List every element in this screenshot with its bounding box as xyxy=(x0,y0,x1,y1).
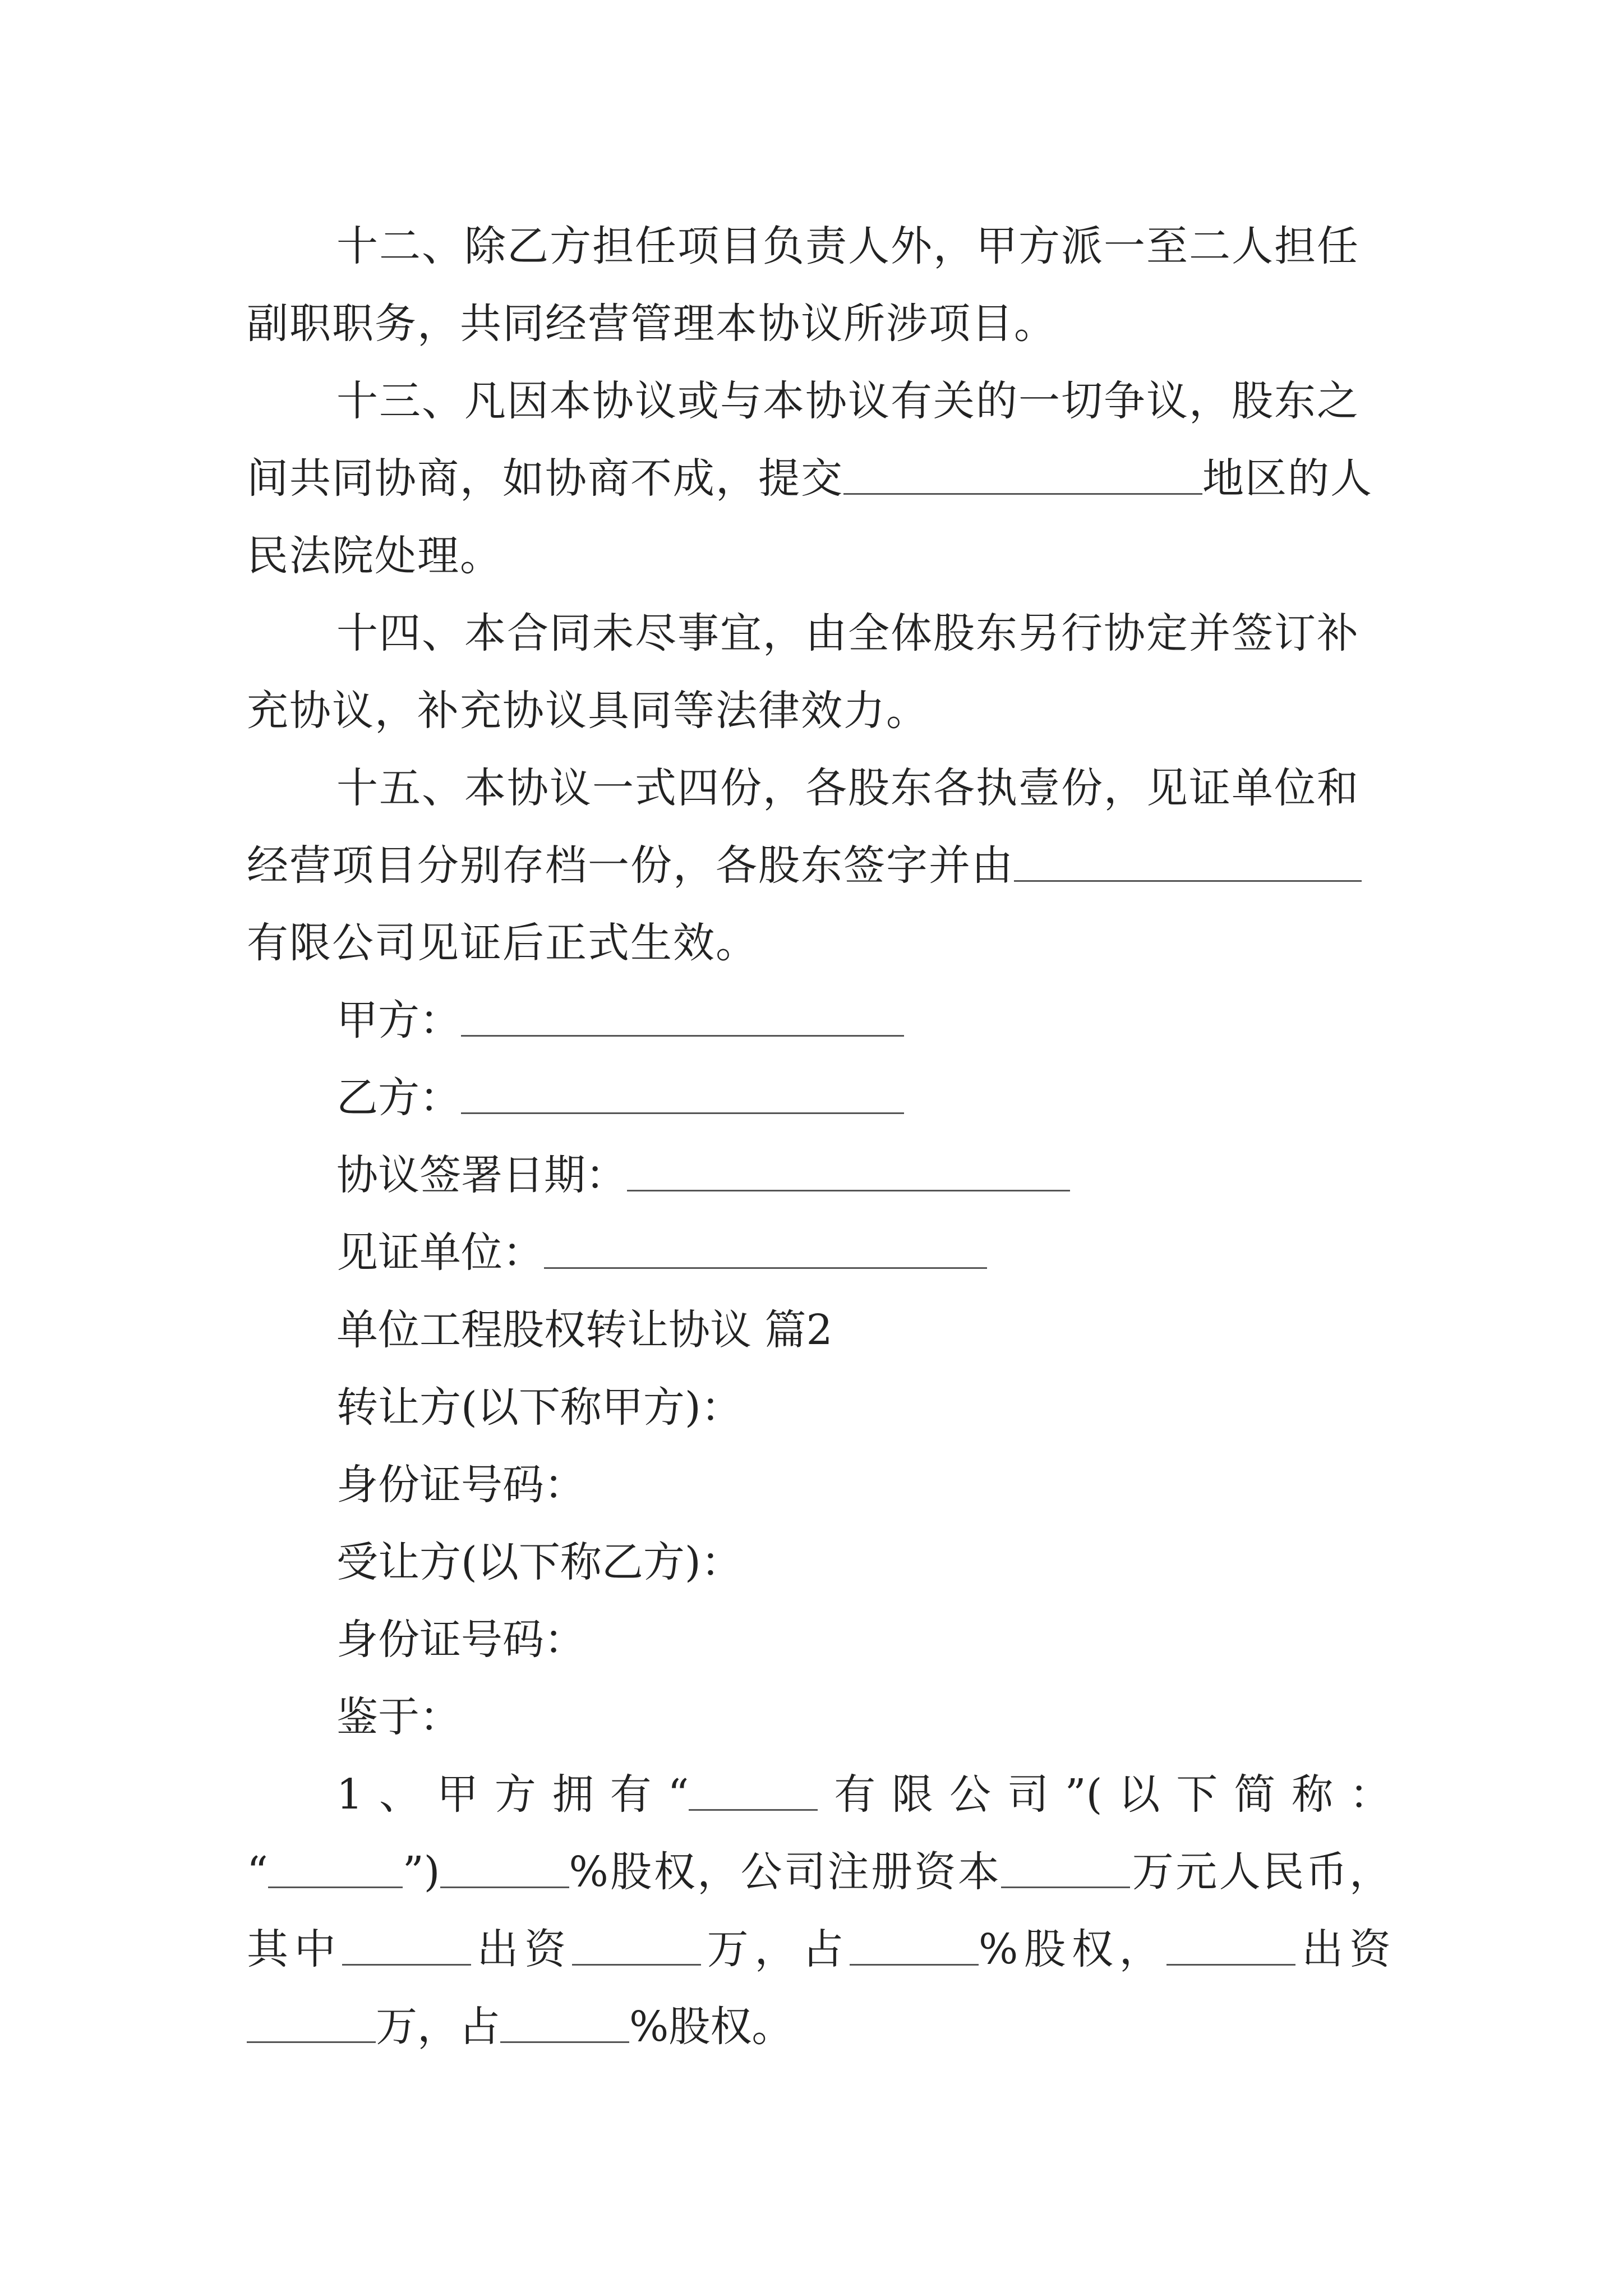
party-b-blank[interactable] xyxy=(461,1075,904,1114)
transferor-id-line: 身份证号码： xyxy=(336,1461,585,1509)
witness-blank[interactable] xyxy=(544,1230,987,1269)
transferee-line: 受让方(以下称乙方)： xyxy=(336,1538,743,1586)
clause-13-text-end: 地区的人民法院处理。 xyxy=(247,454,1373,580)
shareholder-1-blank[interactable] xyxy=(342,1926,471,1966)
short-name-blank[interactable] xyxy=(268,1849,403,1888)
item-1-line-3 xyxy=(247,1911,1391,1988)
clause-13-text: 十三、凡因本协议或与本协议有关的一切争议，股东之间共同协商，如协商不成，提交 xyxy=(247,377,1359,503)
court-region-blank[interactable] xyxy=(843,455,1202,495)
section-title: 单位工程股权转让协议 篇2 xyxy=(336,1306,833,1354)
party-a-label: 甲方： xyxy=(336,996,461,1045)
item-1-text: 万，占 xyxy=(376,2003,500,2051)
contribution-1-blank[interactable] xyxy=(572,1926,701,1966)
transferee-id-line: 身份证号码： xyxy=(336,1616,585,1664)
whereas-item-1 xyxy=(247,1756,1391,2065)
witness-label: 见证单位： xyxy=(336,1228,544,1277)
item-1-text: “ xyxy=(247,1848,268,1896)
sign-date-label: 协议签署日期： xyxy=(336,1151,627,1199)
clause-15 xyxy=(247,749,1391,982)
party-b-label: 乙方： xyxy=(336,1074,461,1122)
party-a-blank[interactable] xyxy=(461,997,904,1037)
witness-line xyxy=(247,1214,1391,1291)
shareholder-2-blank[interactable] xyxy=(1166,1926,1295,1966)
percent-2-blank[interactable] xyxy=(500,2004,629,2043)
item-1-text: 出资 xyxy=(471,1925,572,1973)
item-1-line-1 xyxy=(247,1756,1391,1833)
agreement-body xyxy=(247,208,1391,2065)
item-1-text: %股权。 xyxy=(629,2003,794,2051)
item-1-text: %股权， xyxy=(979,1925,1167,1973)
item-1-text: 1、甲方拥有“ xyxy=(336,1770,689,1819)
witness-company-blank[interactable] xyxy=(1014,843,1362,882)
item-1-text: 有限公司”(以下简称： xyxy=(818,1770,1391,1819)
sign-date-blank[interactable] xyxy=(627,1152,1070,1191)
contribution-2-blank[interactable] xyxy=(247,2004,376,2043)
item-1-text: %股权，公司注册资本 xyxy=(569,1848,1002,1896)
item-1-text: 出资 xyxy=(1295,1925,1391,1973)
sign-date-line xyxy=(247,1137,1391,1214)
registered-capital-blank[interactable] xyxy=(1001,1849,1130,1888)
clause-15-text-end: 有限公司见证后正式生效。 xyxy=(247,919,758,967)
item-1-line-2 xyxy=(247,1833,1391,1911)
clause-14: 十四、本合同未尽事宜，由全体股东另行协定并签订补充协议，补充协议具同等法律效力。 xyxy=(247,609,1359,735)
equity-percent-blank[interactable] xyxy=(440,1849,569,1888)
company-name-blank[interactable] xyxy=(689,1772,818,1811)
party-a-signature-line xyxy=(247,982,1391,1059)
item-1-text: 万，占 xyxy=(700,1925,850,1973)
item-1-text: ”) xyxy=(402,1848,440,1896)
clause-12: 十二、除乙方担任项目负责人外，甲方派一至二人担任副职职务，共同经营管理本协议所涉项目。 xyxy=(247,222,1359,348)
item-1-text: 万元人民币， xyxy=(1130,1848,1391,1896)
clause-13 xyxy=(247,362,1391,595)
clause-15-text: 十五、本协议一式四份，各股东各执壹份，见证单位和经营项目分别存档一份，各股东签字并由 xyxy=(247,764,1359,890)
percent-1-blank[interactable] xyxy=(850,1926,979,1966)
item-1-line-4 xyxy=(247,1988,1391,2065)
party-b-signature-line xyxy=(247,1059,1391,1137)
transferor-line: 转让方(以下称甲方)： xyxy=(336,1383,743,1432)
item-1-text: 其中 xyxy=(247,1925,342,1973)
whereas-heading: 鉴于： xyxy=(336,1693,461,1741)
